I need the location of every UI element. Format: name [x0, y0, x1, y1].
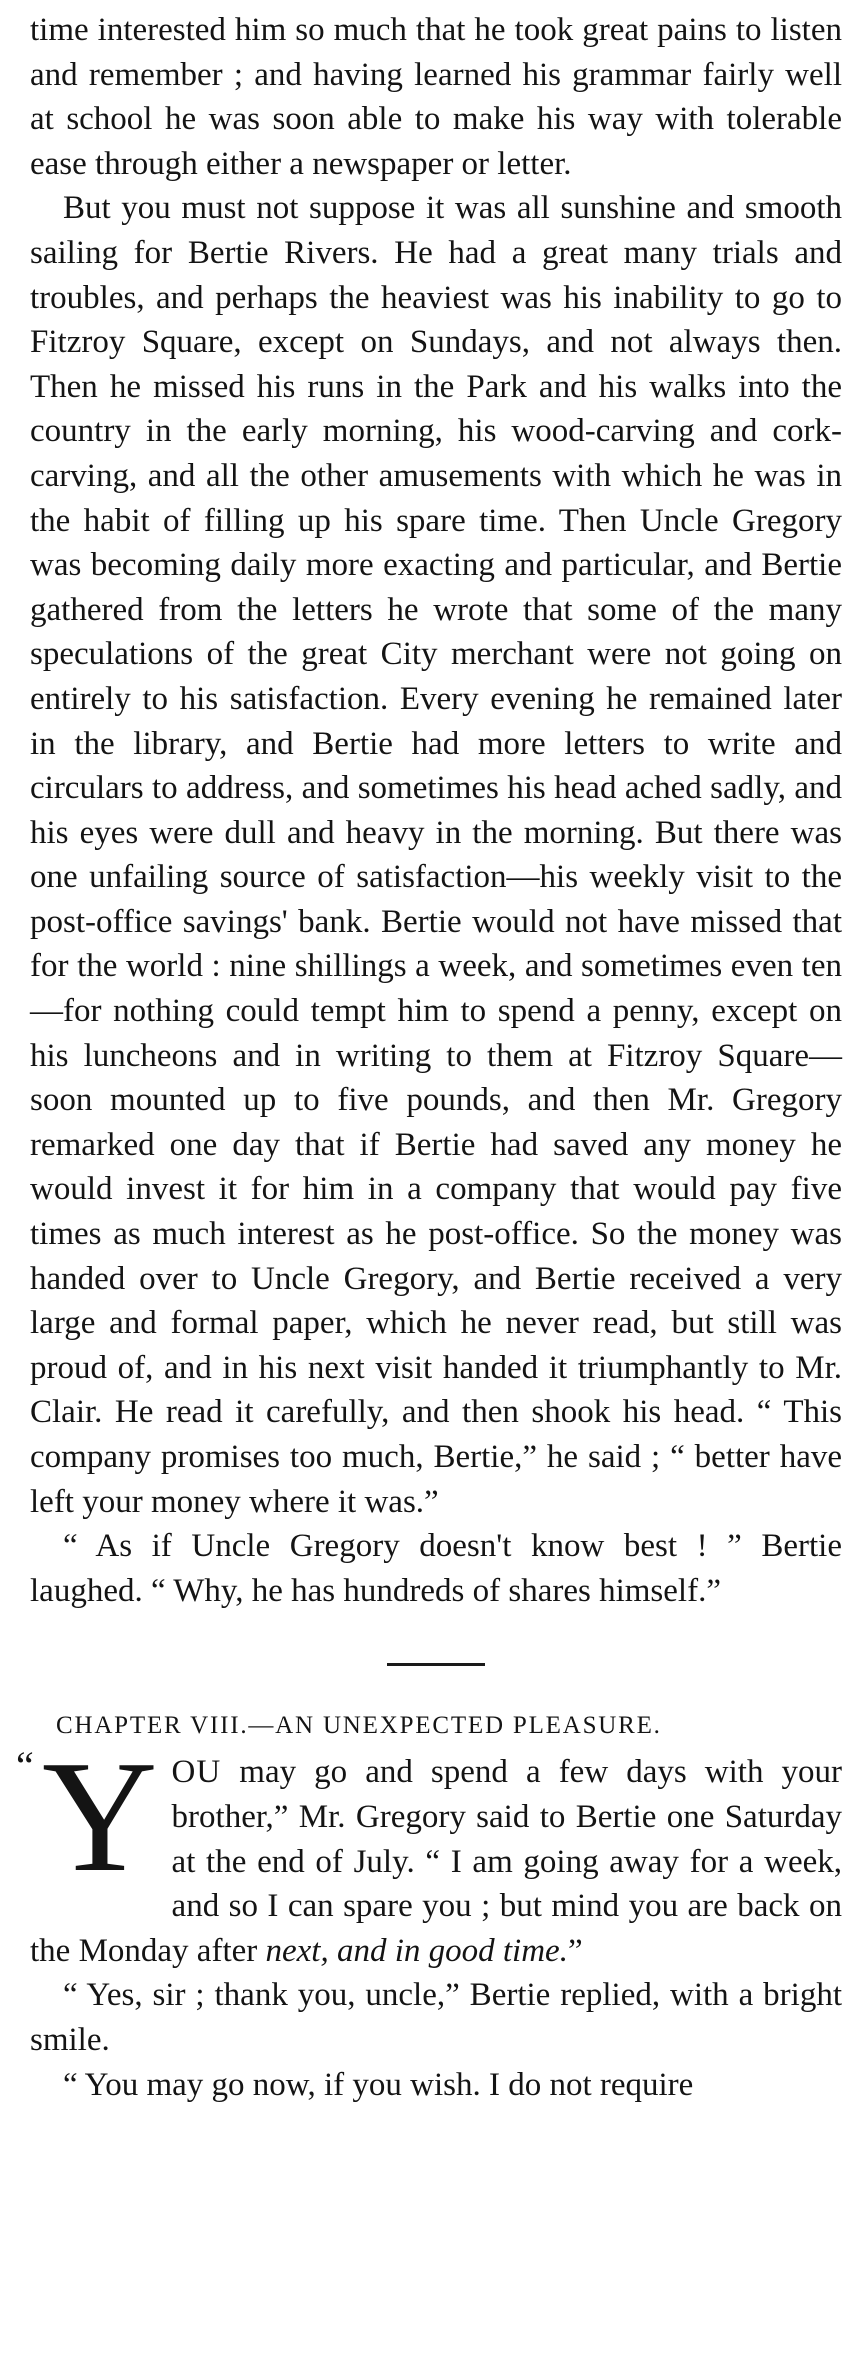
book-page — [16, 8, 842, 2107]
opening-italic-text: next, and in good time. — [265, 1932, 568, 1969]
paragraph-continuation: time interested him so much that he took great pains to listen and remember ; and having learned his grammar fairly well at school he was soon able to make his way with tolerable ease through either a newspaper or letter. — [30, 12, 842, 182]
paragraph-yes-sir: “ Yes, sir ; thank you, uncle,” Bertie replied, with a bright smile. — [30, 1977, 842, 2058]
paragraph-bertie-trials: But you must not suppose it was all sunshine and smooth sailing for Bertie Rivers. He had a great many trials and troubles, and perhaps the heaviest was his inability to go to Fitzroy Square, except on Sundays, and not always then. Then he missed his runs in the Park and his walks into the country in the early morning, his wood-carving and cork-carving, and all the other amusements with which he was in the habit of filling up his spare time. Then Uncle Gregory was becoming daily more exacting and particular, and Bertie gathered from the letters he wrote that some of the many speculations of the great City merchant were not going on entirely to his satisfaction. Every evening he remained later in the library, and Bertie had more letters to write and circulars to address, and sometimes his head ached sadly, and his eyes were dull and heavy in the morning. But there was one unfailing source of satisfaction—his weekly visit to the post-office savings' bank. Bertie would not have missed that for the world : nine shillings a week, and sometimes even ten—for nothing could tempt him to spend a penny, except on his luncheons and in writing to them at Fitzroy Square—soon mounted up to five pounds, and then Mr. Gregory remarked one day that if Bertie had saved any money he would invest it for him in a company that would pay five times as much interest as he post-office. So the money was handed over to Uncle Gregory, and Bertie received a very large and formal paper, which he never read, but still was proud of, and in his next visit handed it triumphantly to Mr. Clair. He read it carefully, and then shook his head. “ This company promises too much, Bertie,” he said ; “ better have left your money where it was.” — [30, 190, 842, 1520]
opening-first-word: OU — [171, 1754, 222, 1791]
section-divider — [387, 1663, 485, 1666]
opening-quote-mark: “ — [16, 1743, 34, 1789]
chapter-heading: CHAPTER VIII.—AN UNEXPECTED PLEASURE. — [56, 1712, 662, 1740]
opening-text: may go and spend a few days with your brother,” Mr. Gregory said to Bertie one Saturday at the end of July. “ I am going away for a week, and so I can spare you ; but mind you are back on the Monday after — [30, 1754, 842, 1969]
chapter-opening-paragraph — [16, 1727, 842, 1973]
opening-close-quote: ” — [567, 1932, 583, 1969]
paragraph-you-may-go: “ You may go now, if you wish. I do not require — [63, 2066, 694, 2103]
drop-cap-letter: Y — [42, 1727, 158, 1906]
paragraph-bertie-laughed: “ As if Uncle Gregory doesn't know best ! ” Bertie laughed. “ Why, he has hundreds of shares himself.” — [30, 1528, 842, 1609]
